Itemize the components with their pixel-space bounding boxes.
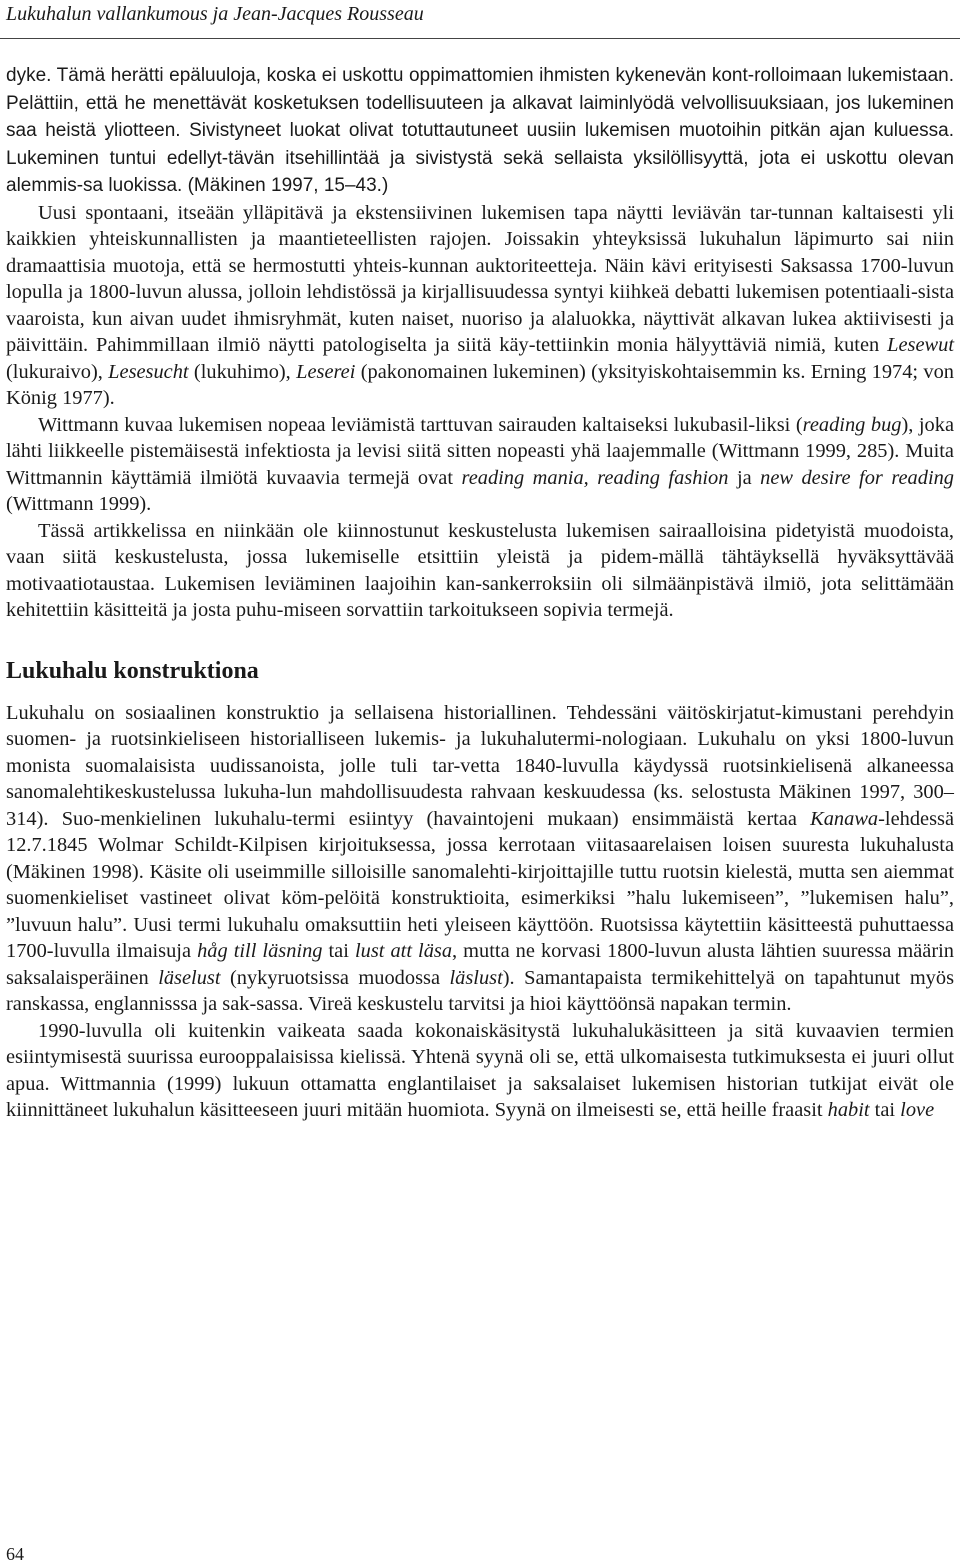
text-run: ). Samantapaista termikehittelyä on tapahtunut myös ranskassa, englannisssa ja sak-sassa. Vireä keskustelu tarvitsi ja hioi käyttöönsä napakan termin. (6, 966, 954, 1015)
text-run: (lukuraivo), (6, 360, 109, 383)
italic-term: Lesewut (887, 334, 954, 356)
text-run: ja (728, 466, 761, 489)
text-run: Lukuhalu on sosiaalinen konstruktio ja sellaisena historiallinen. Tehdessäni väitöskirjatut-kimustani perehdyin suomen- ja ruotsinkieliseen historialliseen lukemis- ja lukuhalutermi-nologiaan. Lukuhalu on yksi 1800-luvun monista suomalaisista uudissanoista, jolle tuli tar-vetta 1840-luvulla käydyssä ruotsinkielisenä alkaneessa sanomalehtikeskustelussa lukuha-lun mahdollisuudesta rahvaan keskuudessa (ks. selostusta Mäkinen 1997, 300–314). Suo-menkielinen lukuhalu-termi esiintyy (havaintojeni mukaan) ensimmäistä kertaa (6, 701, 954, 830)
text-run: tai (322, 940, 355, 962)
italic-term: Leserei (296, 360, 356, 383)
italic-term: habit (827, 1099, 870, 1121)
paragraph (6, 700, 954, 1018)
text-run: Uusi spontaani, itseään ylläpitävä ja ekstensiivinen lukemisen tapa näytti leviävän tar-tunnan kaltaisesti yli kaikkien yhteiskunnallisten ja maantieteellisten rajojen. Joissakin yhteyksissä lukuhalun läpimurto sai niin dramaattisia muotoja, että se hermostutti yhteis-kunnan auktoriteetteja. Näin kävi erityisesti Saksassa 1700-luvun lopulla ja 1800-luvun alussa, jolloin lehdistössä ja kirjallisuudessa syntyi kiihkeä debatti lukemisen potentiaali-sista vaaroista, kun aivan uudet ihmisryhmät, kuten naiset, nuoriso ja alaluokka, näyttivät alkavan lukea aktiivisesti ja päivittäin. Pahimmillaan ilmiö näytti patologiselta ja siitä käy-tettiinkin monia hälyyttäviä nimiä, kuten (6, 201, 954, 356)
paragraph (6, 62, 954, 200)
page-body (6, 62, 954, 1124)
paragraph (6, 200, 954, 412)
text-run: (pakonomainen lukeminen) (yksityiskohtaisemmin ks. Erning 1974; von König 1977). (6, 360, 954, 409)
text-run: ), joka lähti liikkeelle pistemäisestä infektiosta ja levisi siitä sitten nopeasti yhä laajemmalle (Wittmann 1999, 285). Muita Wittmannin käyttämiä ilmiötä kuvaavia termejä ovat (6, 413, 954, 489)
text-run: tai (869, 1099, 901, 1121)
text-run: , mutta ne korvasi 1800-luvun alusta lähtien suuressa määrin saksalaisperäinen (6, 940, 954, 989)
text-run: (nykyruotsissa muodossa (220, 966, 450, 989)
italic-term: läselust (158, 966, 221, 989)
intro-paragraphs (6, 62, 954, 624)
italic-term: håg till läsning (197, 940, 323, 962)
italic-term: lust att läsa (354, 940, 453, 962)
text-run: Wittmann kuvaa lukemisen nopeaa leviämistä tarttuvan sairauden kaltaiseksi lukubasil-liksi ( (38, 413, 803, 436)
italic-term: läslust (449, 966, 503, 989)
page-number: 64 (6, 1544, 24, 1564)
paragraph (6, 412, 954, 518)
section-heading: Lukuhalu konstruktiona (6, 657, 259, 684)
italic-term: love (900, 1099, 935, 1121)
italic-term: Kanawa (810, 807, 879, 830)
section-paragraphs (6, 700, 954, 1124)
text-run: Tässä artikkelissa en niinkään ole kiinnostunut keskustelusta lukemisen sairaalloisina pidetyistä muodoista, vaan siitä keskustelusta, jossa lukemiselle etsittiin yleistä ja pidem-mällä tähtäyksellä hyväksyttävää motivaatiotaustaa. Lukemisen leviäminen laajoihin kan-sankerroksiin oli silmäänpistävä ilmiö, jota selittämään kehitettiin käsitteitä ja josta puhu-miseen sorvattiin tarkoitukseen sopivia termejä. (6, 519, 954, 621)
paragraph (6, 518, 954, 624)
text-run: -lehdessä 12.7.1845 Wolmar Schildt-Kilpisen kirjoituksessa, jossa kerrotaan viitasaarelaisen loisen suuresta lukuhalusta (Mäkinen 1998). Käsite oli useimmille silloisille sanomalehti-kirjoittajille tuttu ruotsin kielestä, mutta sen aiemmat suomenkieliset vastineet olivat köm-pelöitä konstruktioita, esimerkiksi ”halu lukemiseen”, ”lukemisen halu”, ”luvuun halu”. Uusi termi lukuhalu omaksuttiin heti yleiseen käyttöön. Ruotsissa käytettiin käsitteestä puhuttaessa 1700-luvulla ilmaisuja (6, 807, 954, 962)
header-rule (0, 38, 960, 39)
text-run: (Wittmann 1999). (6, 493, 152, 515)
text-run: 1990-luvulla oli kuitenkin vaikeata saada kokonaiskäsitystä lukuhalukäsitteen ja sitä kuvaavien termien esiintymisestä suurissa eurooppalaisissa kielissä. Yhtenä syynä oli se, että ulkomaisesta tutkimuksesta ei juuri ollut apua. Wittmannia (1999) lukuun ottamatta englantilaiset ja saksalaiset lukemisen historian tutkijat eivät ole kiinnittäneet lukuhalun käsitteeseen juuri mitään huomiota. Syynä on ilmeisesti se, että heille fraasit (6, 1019, 954, 1121)
paragraph (6, 1018, 954, 1124)
text-run: (lukuhimo), (188, 360, 297, 383)
italic-term: reading mania, reading fashion (461, 466, 729, 489)
italic-term: new desire for reading (760, 466, 955, 489)
italic-term: reading bug (802, 413, 902, 436)
text-run: dyke. Tämä herätti epäluuloja, koska ei uskottu oppimattomien ihmisten kykenevän kont-rolloimaan lukemistaan. Pelättiin, että he menettävät kosketuksen todellisuuteen ja alkavat laiminlyödä velvollisuuksiaan, jos lukeminen saa heistä yliotteen. Sivistyneet luokat olivat totuttautuneet uusiin lukemisen muotoihin pitkän ajan kuluessa. Lukeminen tuntui edellyt-tävän itsehillintää ja sivistystä sekä sellaista yksilöllisyyttä, jota ei uskottu olevan alemmis-sa luokissa. (Mäkinen 1997, 15–43.) (6, 65, 954, 196)
running-head: Lukuhalun vallankumous ja Jean-Jacques Rousseau (6, 3, 424, 25)
italic-term: Lesesucht (108, 360, 189, 383)
